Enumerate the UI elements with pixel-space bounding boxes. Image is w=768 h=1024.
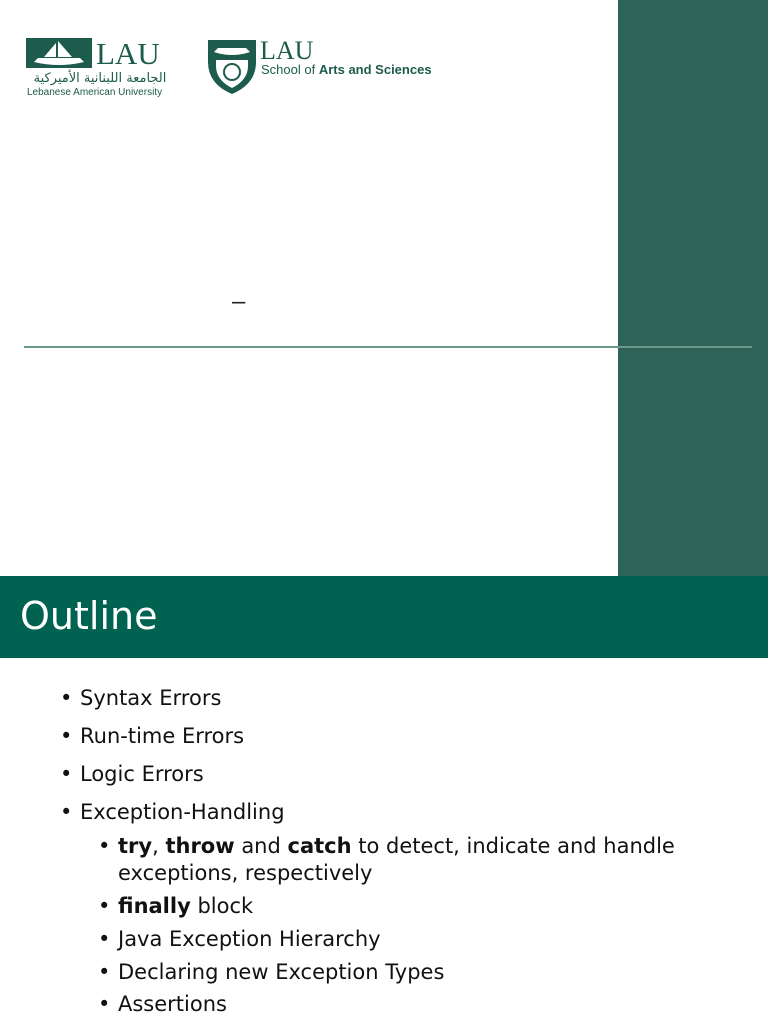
sub-list-item <box>98 927 381 951</box>
sub-list-item <box>98 960 445 984</box>
logo-wordmark: LAU <box>96 36 160 71</box>
school-bold: Arts and Sciences <box>318 62 432 77</box>
lau-logo <box>26 38 176 100</box>
bullet: • <box>60 724 73 748</box>
sub-item-text: to detect, indicate and handle <box>351 834 675 858</box>
list-item <box>60 724 245 748</box>
sub-list-item <box>98 894 254 918</box>
keyword-catch: catch <box>287 834 352 858</box>
list-item-text: Logic Errors <box>80 762 204 786</box>
bullet: • <box>60 686 73 710</box>
ship-emblem-icon <box>26 38 92 68</box>
logo-english-name: Lebanese American University <box>27 87 163 98</box>
slide-title: Outline <box>20 594 158 638</box>
sub-item-text: block <box>190 894 254 918</box>
sub-item-text: exceptions, respectively <box>118 861 373 885</box>
bullet: • <box>98 894 111 918</box>
separator: , <box>152 834 166 858</box>
title-dash: – <box>232 288 246 315</box>
title-bar <box>0 576 768 658</box>
list-item <box>60 800 285 824</box>
list-item-text: Syntax Errors <box>80 686 222 710</box>
bullet: • <box>60 800 73 824</box>
sub-item-text: Java Exception Hierarchy <box>118 927 381 951</box>
side-band <box>618 0 768 576</box>
sub-item-text: Declaring new Exception Types <box>118 960 445 984</box>
list-item-text: Run-time Errors <box>80 724 245 748</box>
list-item-text: Exception-Handling <box>80 800 285 824</box>
school-prefix: School of <box>261 62 319 77</box>
sub-list-item <box>98 992 227 1016</box>
separator: and <box>234 834 288 858</box>
bullet: • <box>98 834 111 858</box>
sub-list-item-continuation <box>118 861 372 885</box>
list-item <box>60 686 222 710</box>
sub-item-text: Assertions <box>118 992 227 1016</box>
divider-line <box>24 346 752 348</box>
keyword-try: try <box>118 834 153 858</box>
bullet: • <box>98 960 111 984</box>
bullet: • <box>98 992 111 1016</box>
school-name <box>261 62 432 77</box>
school-logo-wordmark: LAU <box>260 36 314 65</box>
bullet: • <box>60 762 73 786</box>
school-logo <box>206 38 456 100</box>
keyword-throw: throw <box>165 834 235 858</box>
outline-list <box>0 658 768 1024</box>
sub-list-item <box>98 834 675 858</box>
shield-emblem-icon <box>206 38 258 96</box>
logo-arabic-name: الجامعة اللبنانية الأميركية <box>33 71 167 86</box>
list-item <box>60 762 204 786</box>
keyword-finally: finally <box>118 894 191 918</box>
bullet: • <box>98 927 111 951</box>
